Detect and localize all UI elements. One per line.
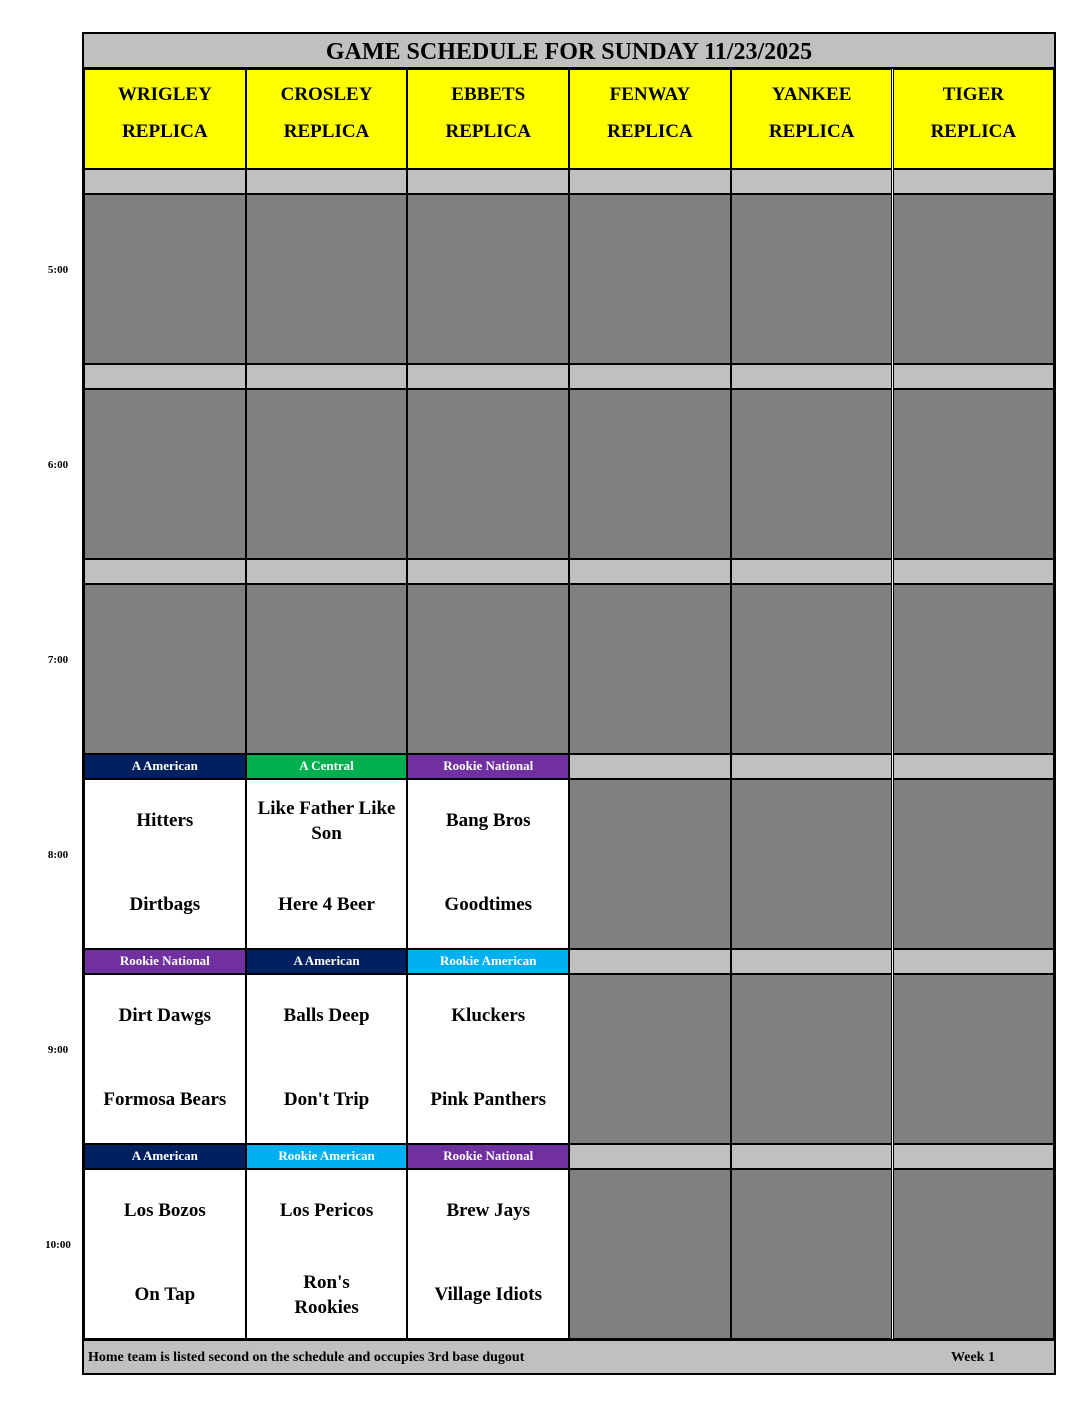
empty-slot (407, 194, 569, 364)
game-cell[interactable] (407, 779, 569, 949)
empty-slot (569, 584, 731, 754)
away-team: Kluckers (451, 1005, 526, 1026)
home-team: Don't Trip (283, 1089, 370, 1110)
home-team: Goodtimes (444, 894, 533, 915)
time-label: 10:00 (45, 1239, 71, 1251)
field-name: EBBETS (451, 84, 526, 105)
game-cell[interactable] (84, 974, 246, 1144)
slot-separator (569, 754, 731, 779)
time-label: 9:00 (47, 1044, 69, 1056)
empty-slot (731, 1169, 893, 1339)
footer-note: Home team is listed second on the schedule and occupies 3rd base dugout (88, 1350, 525, 1365)
home-team: On Tap (134, 1284, 196, 1305)
slot-separator (569, 949, 731, 974)
empty-slot (407, 389, 569, 559)
division-badge: Rookie American (246, 1144, 408, 1169)
field-name: FENWAY (609, 84, 691, 105)
slot-separator (731, 559, 893, 584)
home-team: Village Idiots (434, 1284, 542, 1305)
empty-slot (731, 779, 893, 949)
time-label: 5:00 (47, 264, 69, 276)
game-cell[interactable] (246, 1169, 408, 1339)
field-header-yankee (731, 69, 893, 169)
empty-slot (893, 779, 1055, 949)
field-sub: REPLICA (445, 121, 531, 142)
empty-slot (246, 389, 408, 559)
slot-separator (893, 754, 1055, 779)
time-label: 8:00 (47, 849, 69, 861)
away-team: Los Pericos (279, 1200, 374, 1221)
slot-separator (407, 559, 569, 584)
field-header-crosley (246, 69, 408, 169)
slot-separator (246, 364, 408, 389)
home-team: Formosa Bears (103, 1089, 227, 1110)
division-badge: A American (84, 754, 246, 779)
slot-separator (893, 559, 1055, 584)
home-team: Pink Panthers (430, 1089, 547, 1110)
game-cell[interactable] (407, 1169, 569, 1339)
empty-slot (731, 974, 893, 1144)
slot-separator (893, 1144, 1055, 1169)
empty-slot (569, 974, 731, 1144)
schedule-grid (82, 32, 1056, 1375)
game-cell[interactable] (84, 1169, 246, 1339)
division-badge: A American (84, 1144, 246, 1169)
empty-slot (569, 194, 731, 364)
field-name: WRIGLEY (117, 84, 212, 105)
field-sub: REPLICA (607, 121, 693, 142)
empty-slot (84, 584, 246, 754)
empty-slot (893, 584, 1055, 754)
slot-separator (569, 169, 731, 194)
empty-slot (84, 194, 246, 364)
slot-separator (246, 559, 408, 584)
field-name: CROSLEY (280, 84, 373, 105)
empty-slot (246, 194, 408, 364)
away-team: Los Bozos (123, 1200, 206, 1221)
slot-separator (84, 169, 246, 194)
division-badge: A American (246, 949, 408, 974)
slot-separator (731, 1144, 893, 1169)
empty-slot (569, 779, 731, 949)
home-team: Dirtbags (129, 894, 201, 915)
away-team: Brew Jays (446, 1200, 531, 1221)
empty-slot (407, 584, 569, 754)
field-sub: REPLICA (768, 121, 855, 142)
field-name: YANKEE (771, 84, 852, 105)
field-header-wrigley (84, 69, 246, 169)
game-cell[interactable] (84, 779, 246, 949)
empty-slot (893, 194, 1055, 364)
home-team: Here 4 Beer (278, 894, 375, 915)
time-label: 7:00 (47, 654, 69, 666)
empty-slot (893, 1169, 1055, 1339)
slot-separator (731, 169, 893, 194)
field-header-tiger (893, 69, 1055, 169)
empty-slot (731, 584, 893, 754)
field-sub: REPLICA (283, 121, 370, 142)
empty-slot (246, 584, 408, 754)
schedule-title: GAME SCHEDULE FOR SUNDAY 11/23/2025 (84, 34, 1054, 69)
slot-separator (731, 754, 893, 779)
slot-separator (407, 364, 569, 389)
field-sub: REPLICA (930, 121, 1017, 142)
away-team: Hitters (136, 810, 194, 831)
game-cell[interactable] (246, 974, 408, 1144)
slot-separator (893, 364, 1055, 389)
slot-separator (569, 364, 731, 389)
time-label: 6:00 (47, 459, 69, 471)
division-badge: Rookie American (407, 949, 569, 974)
slot-separator (84, 364, 246, 389)
empty-slot (731, 194, 893, 364)
slot-separator (569, 1144, 731, 1169)
game-cell[interactable] (246, 779, 408, 949)
slot-separator (84, 559, 246, 584)
away-team: Dirt Dawgs (118, 1005, 212, 1026)
division-badge: Rookie National (407, 1144, 569, 1169)
field-header-ebbets (407, 69, 569, 169)
slot-separator (731, 949, 893, 974)
slot-separator (246, 169, 408, 194)
slot-separator (893, 169, 1055, 194)
away-team: Balls Deep (283, 1005, 370, 1026)
field-name: TIGER (942, 84, 1004, 105)
empty-slot (569, 1169, 731, 1339)
field-header-fenway (569, 69, 731, 169)
away-team: Like Father Like Son (257, 798, 396, 844)
field-sub: REPLICA (122, 121, 208, 142)
empty-slot (569, 389, 731, 559)
empty-slot (84, 389, 246, 559)
slot-separator (407, 169, 569, 194)
division-badge: Rookie National (84, 949, 246, 974)
slot-separator (893, 949, 1055, 974)
empty-slot (893, 389, 1055, 559)
division-badge: Rookie National (407, 754, 569, 779)
empty-slot (731, 389, 893, 559)
week-label: Week 1 (951, 1350, 995, 1365)
away-team: Bang Bros (445, 810, 531, 831)
division-badge: A Central (246, 754, 408, 779)
slot-separator (569, 559, 731, 584)
schedule-footer (84, 1339, 1054, 1373)
game-cell[interactable] (407, 974, 569, 1144)
empty-slot (893, 974, 1055, 1144)
slot-separator (731, 364, 893, 389)
home-team: Ron's Rookies (294, 1272, 359, 1318)
